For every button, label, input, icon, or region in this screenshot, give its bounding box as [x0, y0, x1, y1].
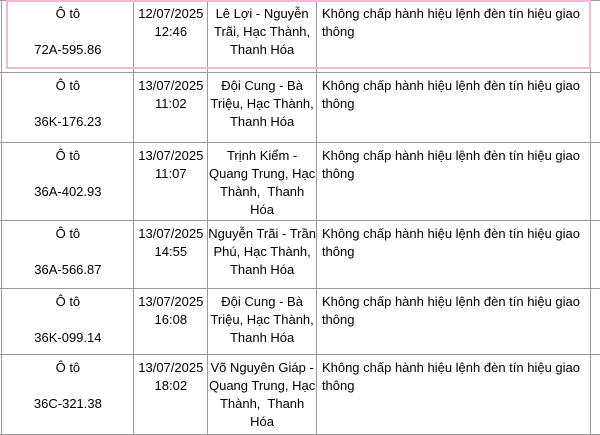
vehicle-cell[interactable] — [2, 1, 134, 73]
table-row[interactable] — [0, 221, 600, 289]
time-cell[interactable] — [134, 73, 208, 143]
violation-description: Không chấp hành hiệu lệnh đèn tín hiệu giao thông — [321, 6, 580, 39]
location-cell[interactable] — [208, 289, 317, 355]
vehicle-cell[interactable] — [2, 73, 134, 143]
violation-description: Không chấp hành hiệu lệnh đèn tín hiệu giao thông — [321, 78, 580, 111]
violation-cell[interactable] — [316, 73, 591, 143]
time-cell[interactable] — [134, 221, 208, 289]
violation-description: Không chấp hành hiệu lệnh đèn tín hiệu giao thông — [321, 148, 580, 181]
violation-time: 11:02 — [155, 96, 187, 111]
violation-cell[interactable] — [316, 221, 591, 289]
vehicle-type: Ô tô — [55, 294, 81, 309]
violation-date: 12/07/2025 — [138, 6, 204, 21]
location-cell[interactable] — [208, 143, 317, 221]
vehicle-cell[interactable] — [2, 355, 134, 435]
violation-time: 18:02 — [154, 378, 188, 393]
violation-description: Không chấp hành hiệu lệnh đèn tín hiệu giao thông — [321, 226, 580, 259]
row-tail-cell — [591, 221, 600, 289]
table-row[interactable] — [0, 355, 600, 435]
row-tail-cell — [591, 73, 600, 143]
location-cell[interactable] — [208, 221, 317, 289]
violation-date: 13/07/2025 — [138, 360, 204, 375]
violation-description: Không chấp hành hiệu lệnh đèn tín hiệu giao thông — [321, 294, 580, 327]
time-cell[interactable] — [134, 355, 208, 435]
violation-date: 13/07/2025 — [138, 294, 204, 309]
location-line: Trãi, Hạc Thành, — [214, 24, 311, 39]
vehicle-type: Ô tô — [55, 360, 81, 375]
location-line: Phú, Hạc Thành, — [213, 244, 311, 259]
location-line: Thanh Hóa — [229, 330, 295, 345]
vehicle-type: Ô tô — [55, 6, 81, 21]
location-line: Võ Nguyên Giáp - — [210, 360, 314, 375]
violation-description: Không chấp hành hiệu lệnh đèn tín hiệu giao thông — [321, 360, 580, 393]
violation-date: 13/07/2025 — [138, 226, 204, 241]
license-plate: 36K-176.23 — [34, 114, 102, 129]
location-line: Lê Lợi - Nguyễn — [215, 6, 309, 21]
license-plate: 36C-321.38 — [33, 396, 102, 411]
table-row[interactable] — [0, 1, 600, 73]
location-line: Trịnh Kiểm - — [226, 148, 298, 163]
time-cell[interactable] — [134, 1, 208, 73]
license-plate: 36K-099.14 — [34, 330, 102, 345]
row-tail-cell — [591, 289, 600, 355]
location-line: Đội Cung - Bà — [221, 294, 303, 309]
violation-cell[interactable] — [316, 1, 591, 73]
location-line: Quang Trung, Hạc — [208, 378, 316, 393]
row-tail-cell — [591, 355, 600, 435]
vehicle-type: Ô tô — [55, 78, 81, 93]
vehicle-cell[interactable] — [2, 221, 134, 289]
table-row[interactable] — [0, 73, 600, 143]
location-line: Hóa — [250, 202, 275, 217]
location-line: Thanh Hóa — [229, 114, 295, 129]
location-line: Triệu, Hạc Thành, — [210, 312, 314, 327]
location-cell[interactable] — [208, 355, 317, 435]
violation-cell[interactable] — [316, 289, 591, 355]
license-plate: 72A-595.86 — [34, 42, 102, 57]
license-plate: 36A-402.93 — [34, 184, 102, 199]
violation-time: 11:07 — [155, 166, 187, 181]
violation-time: 16:08 — [154, 312, 188, 327]
location-line: Nguyễn Trãi - Trần — [208, 226, 316, 241]
violation-cell[interactable] — [316, 143, 591, 221]
license-plate: 36A-566.87 — [34, 262, 102, 277]
location-line: Triệu, Hạc Thành, — [210, 96, 314, 111]
location-line: Thành, Thanh — [219, 184, 305, 199]
location-line: Đội Cung - Bà — [221, 78, 303, 93]
vehicle-cell[interactable] — [2, 289, 134, 355]
row-tail-cell — [591, 143, 600, 221]
table-row[interactable] — [0, 143, 600, 221]
location-line: Hóa — [250, 414, 275, 429]
location-cell[interactable] — [208, 1, 317, 73]
time-cell[interactable] — [134, 289, 208, 355]
violation-date: 13/07/2025 — [138, 78, 204, 93]
table-row[interactable] — [0, 289, 600, 355]
vehicle-type: Ô tô — [55, 148, 81, 163]
location-line: Thanh Hóa — [229, 42, 295, 57]
vehicle-type: Ô tô — [55, 226, 81, 241]
location-line: Thanh Hóa — [229, 262, 295, 277]
violation-time: 14:55 — [154, 244, 188, 259]
vehicle-cell[interactable] — [2, 143, 134, 221]
row-tail-cell — [591, 1, 600, 73]
violation-time: 12:46 — [154, 24, 188, 39]
violation-date: 13/07/2025 — [138, 148, 204, 163]
time-cell[interactable] — [134, 143, 208, 221]
violation-cell[interactable] — [316, 355, 591, 435]
location-cell[interactable] — [208, 73, 317, 143]
location-line: Thành, Thanh — [219, 396, 305, 411]
location-line: Quang Trung, Hạc — [208, 166, 316, 181]
